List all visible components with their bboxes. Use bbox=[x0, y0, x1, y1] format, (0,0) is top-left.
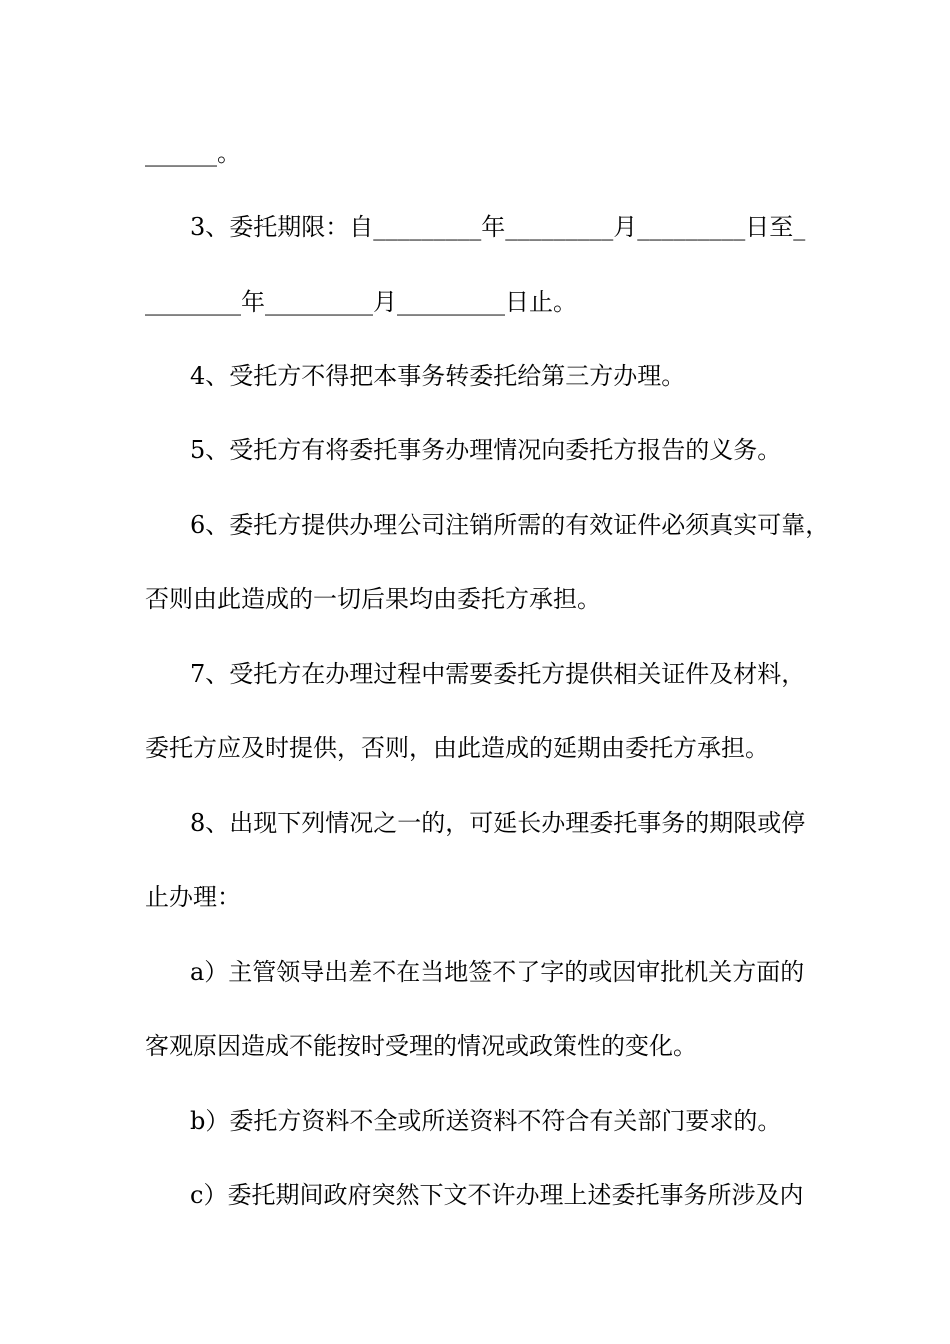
clause-8-line-2: 止办理： bbox=[145, 883, 241, 911]
clause-7-line-2: 委托方应及时提供，否则，由此造成的延期由委托方承担。 bbox=[145, 734, 769, 762]
clause-8-line-1: 8、出现下列情况之一的，可延长办理委托事务的期限或停 bbox=[190, 809, 806, 837]
clause-3-line-1: 3、委托期限：自_________年_________月_________日至_ bbox=[190, 213, 806, 241]
clause-4: 4、受托方不得把本事务转委托给第三方办理。 bbox=[190, 362, 686, 390]
clause-6-line-2: 否则由此造成的一切后果均由委托方承担。 bbox=[145, 585, 601, 613]
item-a-line-2: 客观原因造成不能按时受理的情况或政策性的变化。 bbox=[145, 1032, 697, 1060]
item-c-line-1: c）委托期间政府突然下文不许办理上述委托事务所涉及内 bbox=[190, 1181, 804, 1209]
item-a-line-1: a）主管领导出差不在当地签不了字的或因审批机关方面的 bbox=[190, 958, 805, 986]
text-line: ______。 bbox=[145, 139, 241, 167]
clause-3-line-2: ________年_________月_________日止。 bbox=[145, 288, 577, 316]
clause-6-line-1: 6、委托方提供办理公司注销所需的有效证件必须真实可靠， bbox=[190, 511, 830, 539]
clause-7-line-1: 7、受托方在办理过程中需要委托方提供相关证件及材料， bbox=[190, 660, 806, 688]
clause-5: 5、受托方有将委托事务办理情况向委托方报告的义务。 bbox=[190, 436, 782, 464]
item-b: b）委托方资料不全或所送资料不符合有关部门要求的。 bbox=[190, 1107, 782, 1135]
